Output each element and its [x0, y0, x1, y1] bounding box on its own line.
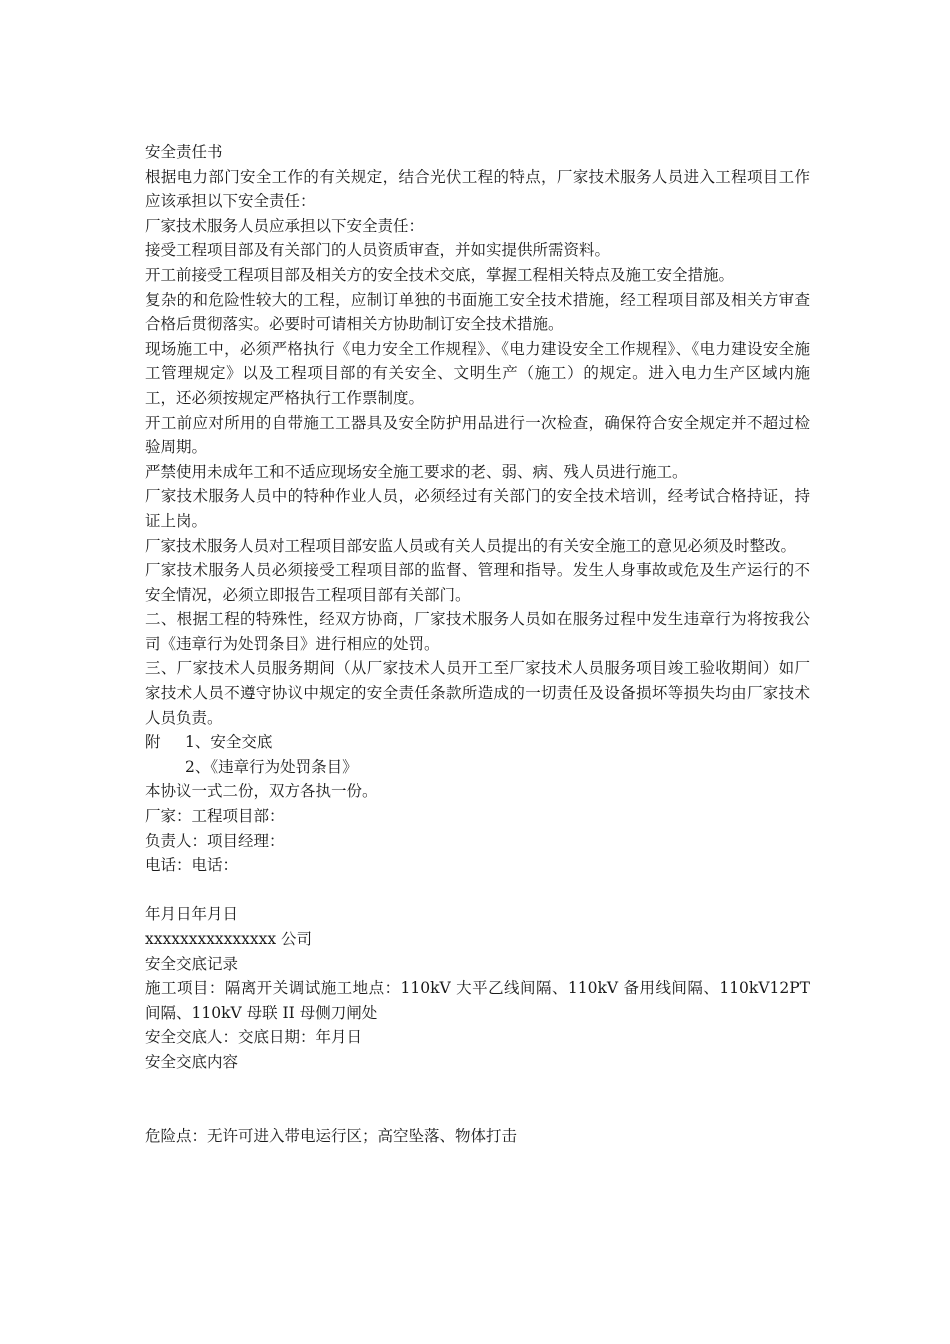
blank-line: [145, 878, 810, 903]
attachment-item: 2、《违章行为处罚条目》: [185, 757, 358, 776]
responsibility-item: 厂家技术服务人员必须接受工程项目部的监督、管理和指导。发生人身事故或危及生产运行的不安全情况，必须立即报告工程项目部有关部门。: [145, 561, 810, 604]
doc-title: 安全责任书: [145, 143, 223, 161]
party-line: 厂家：工程项目部：: [145, 807, 285, 826]
responsibility-item: 接受工程项目部及有关部门的人员资质审查，并如实提供所需资料。: [145, 241, 611, 260]
responsibility-item: 开工前应对所用的自带施工工器具及安全防护用品进行一次检查，确保符合安全规定并不超过检验周期。: [145, 413, 810, 457]
blank-space: [145, 1075, 810, 1124]
responsibility-item: 开工前接受工程项目部及相关方的安全技术交底，掌握工程相关特点及施工安全措施。: [145, 265, 735, 284]
content-heading: 安全交底内容: [145, 1052, 239, 1071]
responsibility-item: 厂家技术服务人员中的特种作业人员，必须经过有关部门的安全技术培训，经考试合格持证，持证上岗。: [145, 487, 810, 530]
attachment-spacer: [145, 755, 185, 780]
attachment-row-1: [145, 730, 810, 755]
intro-paragraph: 根据电力部门安全工作的有关规定，结合光伏工程的特点，厂家技术服务人员进入工程项目工作应该承担以下安全责任：: [145, 167, 810, 211]
document-page: [145, 140, 810, 1148]
person-line: 负责人：项目经理：: [145, 831, 285, 850]
attachment-item: 1、安全交底: [185, 733, 273, 752]
phone-line: 电话：电话：: [145, 856, 239, 875]
copies-statement: 本协议一式二份，双方各执一份。: [145, 782, 378, 801]
attachment-row-2: [145, 755, 810, 780]
record-title: 安全交底记录: [145, 954, 239, 973]
responsibility-item: 严禁使用未成年工和不适应现场安全施工要求的老、弱、病、残人员进行施工。: [145, 462, 688, 481]
clause-two: 二、根据工程的特殊性，经双方协商，厂家技术服务人员如在服务过程中发生违章行为将按我公司《违章行为处罚条目》进行相应的处罚。: [145, 610, 810, 653]
hazard-line: 危险点：无许可进入带电运行区；高空坠落、物体打击: [145, 1126, 518, 1145]
responsibility-item: 厂家技术服务人员对工程项目部安监人员或有关人员提出的有关安全施工的意见必须及时整改。: [145, 536, 797, 555]
project-line: 施工项目：隔离开关调试施工地点：110kV 大平乙线间隔、110kV 备用线间隔、110kV12PT间隔、110kV 母联 II 母侧刀闸处: [145, 979, 810, 1022]
responsibility-item: 复杂的和危险性较大的工程，应制订单独的书面施工安全技术措施，经工程项目部及相关方审查合格后贯彻落实。必要时可请相关方协助制订安全技术措施。: [145, 290, 810, 334]
attachment-prefix: 附: [145, 733, 161, 752]
responsibility-item: 现场施工中，必须严格执行《电力安全工作规程》、《电力建设安全工作规程》、《电力建设安全施工管理规定》以及工程项目部的有关安全、文明生产（施工）的规定。进入电力生产区域内施工，还必须按规定严格执行工作票制度。: [145, 339, 810, 407]
company-name: xxxxxxxxxxxxxxx 公司: [145, 930, 313, 948]
clause-three: 三、厂家技术人员服务期间（从厂家技术人员开工至厂家技术人员服务项目竣工验收期间）如厂家技术人员不遵守协议中规定的安全责任条款所造成的一切责任及设备损坏等损失均由厂家技术人员负责。: [145, 659, 810, 727]
date-line: 年月日年月日: [145, 905, 239, 924]
handover-line: 安全交底人：交底日期：年月日: [145, 1028, 363, 1047]
section-heading: 厂家技术服务人员应承担以下安全责任：: [145, 216, 425, 235]
